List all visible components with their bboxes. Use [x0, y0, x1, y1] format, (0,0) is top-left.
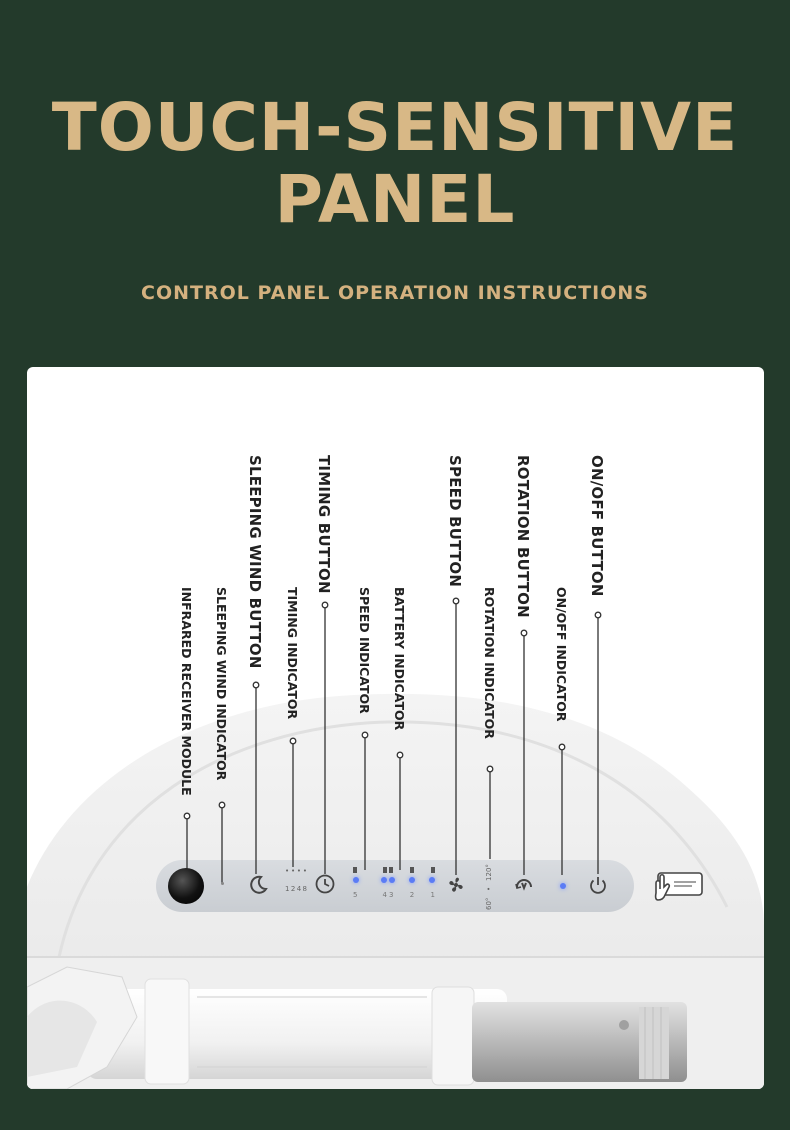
timing-indicator: • • • • 1 2 4 8 [285, 867, 307, 893]
battery-indicator-label: BATTERY INDICATOR [392, 587, 407, 731]
sleeping-wind-button-label: SLEEPING WIND BUTTON [246, 455, 264, 669]
timing-value-1: 1 [285, 885, 290, 893]
sleeping-wind-indicator-led [221, 882, 224, 885]
rotation-value-60: 60° [485, 897, 493, 910]
power-icon [587, 874, 609, 896]
speed-level-3: 3 [389, 891, 394, 899]
infrared-receiver-module [168, 868, 204, 904]
sleeping-wind-indicator-label: SLEEPING WIND INDICATOR [214, 587, 229, 781]
onoff-indicator-led [560, 883, 566, 889]
product-photo [27, 367, 764, 1089]
touch-hand-icon [652, 869, 704, 905]
speed-level-5: 5 [353, 891, 358, 899]
onoff-indicator-label: ON/OFF INDICATOR [554, 587, 569, 722]
rotation-icon [513, 874, 535, 896]
timing-button-label: TIMING BUTTON [315, 455, 333, 594]
timing-value-8: 8 [302, 885, 307, 893]
speed-indicator [353, 867, 387, 907]
speed-indicator-label: SPEED INDICATOR [357, 587, 372, 714]
title-line-2: PANEL [274, 161, 516, 238]
infrared-receiver-label: INFRARED RECEIVER MODULE [179, 587, 194, 796]
speed-button[interactable] [445, 874, 467, 896]
moon-icon [247, 874, 269, 896]
title-line-1: TOUCH-SENSITIVE [51, 89, 739, 166]
battery-indicator [389, 867, 435, 907]
speed-level-2: 2 [409, 891, 415, 899]
rotation-indicator: 60° • 120° [485, 864, 493, 910]
timing-value-2: 2 [290, 885, 296, 893]
page-subtitle: CONTROL PANEL OPERATION INSTRUCTIONS [141, 282, 649, 304]
timing-value-4: 4 [296, 885, 302, 893]
speed-level-4: 4 [382, 891, 387, 899]
rotation-button-label: ROTATION BUTTON [514, 455, 532, 618]
rotation-value-120: 120° [485, 864, 493, 881]
timing-indicator-label: TIMING INDICATOR [285, 587, 300, 720]
fan-icon [445, 874, 467, 896]
speed-button-label: SPEED BUTTON [446, 455, 464, 588]
speed-level-1: 1 [430, 891, 435, 899]
timing-button[interactable] [314, 873, 336, 895]
rotation-button[interactable] [513, 874, 535, 896]
rotation-indicator-label: ROTATION INDICATOR [482, 587, 497, 739]
onoff-button[interactable] [587, 874, 609, 896]
sleeping-wind-button[interactable] [247, 874, 269, 896]
page-title [0, 89, 790, 238]
onoff-button-label: ON/OFF BUTTON [588, 455, 606, 597]
clock-icon [314, 873, 336, 895]
